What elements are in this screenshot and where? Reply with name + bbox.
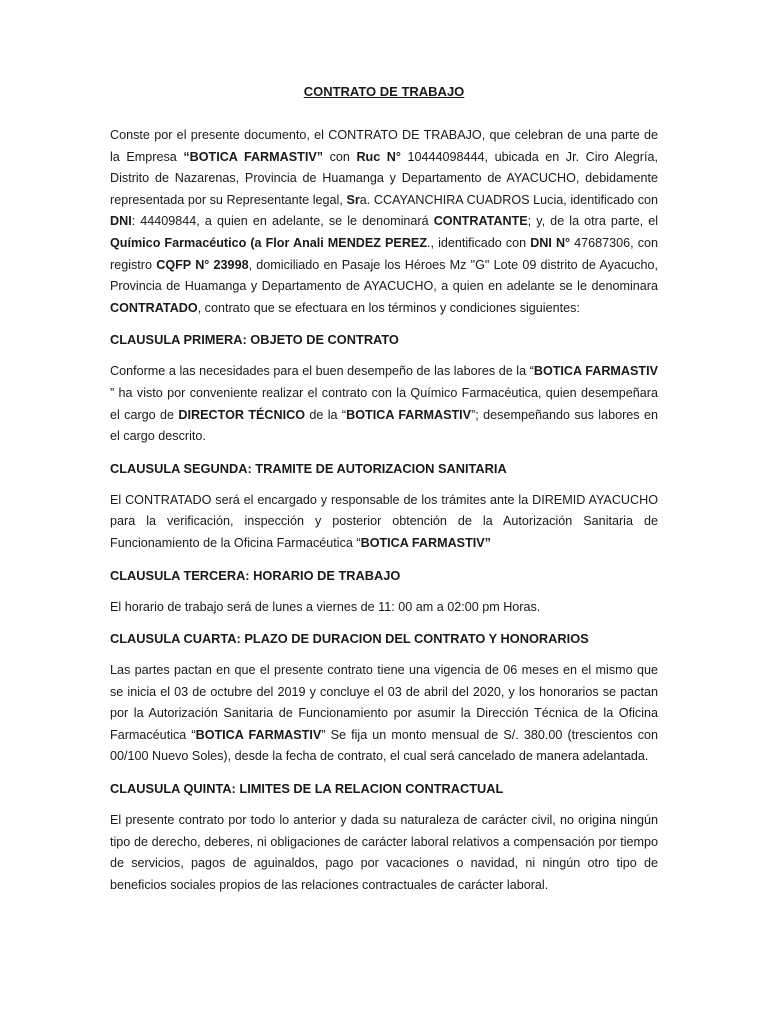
intro-text: 47687306, con registro [110,235,659,272]
document-title: CONTRATO DE TRABAJO [303,84,465,99]
clause-text: ” Se fija un monto mensual de S/. 380.00 (trescientos con 00/100 Nuevo Soles), desde la fecha de contrato, el cual será cancelado de manera adelantada. [110,727,658,764]
clause-2-heading: CLAUSULA SEGUNDA: TRAMITE DE AUTORIZACION SANITARIA [110,460,507,476]
clause-text: de la “ [305,407,347,422]
intro-text: : 44409844, a quien en adelante, se le denominará [131,214,434,229]
cqfp-label: CQFP N° 23998 [156,257,249,272]
clause-2-paragraph [110,490,658,555]
dni-number-label: DNI N° [530,235,571,250]
company-name: BOTICA FARMASTIV [533,364,658,379]
clause-4-heading: CLAUSULA CUARTA: PLAZO DE DURACION DEL CONTRATO Y HONORARIOS [110,631,589,647]
intro-text: Conste por el presente documento, el CONTRATO DE TRABAJO, que celebran de una parte de la Empresa [110,128,658,164]
sr-label: Sr [346,192,360,207]
contratante-label: CONTRATANTE [433,214,528,229]
contratado-label: CONTRATADO [110,300,198,315]
clause-text: Las partes pactan en que el presente contrato tiene una vigencia de 06 meses en el mismo que se inicia el 03 de octubre del 2019 y concluye el 03 de abril del 2020, y los honorarios se pactan por la Autorización Sanitaria de Funcionamiento por asumir la Dirección Técnica de la Oficina Farmacéutica “ [110,663,658,742]
clause-text: El CONTRATADO será el encargado y responsable de los trámites ante la DIREMID AYACUCHO para la verificación, inspección y posterior obtención de la Autorización Sanitaria de Funcionamiento de la Oficina Farmacéutica “ [110,492,658,550]
intro-text: con [323,149,357,164]
intro-text: a. CCAYANCHIRA CUADROS Lucia, identificado con [359,192,659,207]
clause-text: ”; desempeñando sus labores en el cargo descrito. [110,407,658,444]
clause-text: ” ha visto por conveniente realizar el contrato con la Químico Farmacéutica, quien desempeñara el cargo de [110,385,658,422]
intro-text: , domiciliado en Pasaje los Héroes Mz "G" Lote 09 distrito de Ayacucho, Provincia de Huamanga y Departamento de AYACUCHO, a quien en adelante se le denominara [110,257,658,294]
intro-text: ; y, de la otra parte, el [527,214,659,229]
clause-5-paragraph [110,810,658,896]
clause-text: El horario de trabajo será de lunes a viernes de 11: 00 am a 02:00 pm Horas. [110,599,541,614]
clause-3-paragraph [110,597,658,619]
clause-1-heading: CLAUSULA PRIMERA: OBJETO DE CONTRATO [110,332,399,348]
clause-3-heading: CLAUSULA TERCERA: HORARIO DE TRABAJO [110,567,401,583]
intro-text: ., identificado con [427,235,531,250]
company-name: BOTICA FARMASTIV” [360,535,491,550]
clause-text: Conforme a las necesidades para el buen desempeño de las labores de la “ [110,364,534,379]
company-name: BOTICA FARMASTIV [346,407,472,422]
company-name: “BOTICA FARMASTIV” [183,149,324,164]
clause-text: El presente contrato por todo lo anterior y dada su naturaleza de carácter civil, no origina ningún tipo de derecho, deberes, ni obligaciones de carácter laboral relativos a compensación por tiempo de servicios, pagos de aguinaldos, pago por vacaciones o navidad, ni ningún otro tipo de beneficios sociales propios de las relaciones contractuales de carácter laboral. [110,813,658,892]
company-name: BOTICA FARMASTIV [195,727,322,742]
intro-text: , contrato que se efectuara en los términos y condiciones siguientes: [197,300,580,315]
pharmacist-name: Químico Farmacéutico (a Flor Anali MENDEZ PEREZ [110,235,428,250]
clause-1-paragraph [110,361,658,447]
intro-text: 10444098444, ubicada en Jr. Ciro Alegría, Distrito de Nazarenas, Provincia de Huamanga y Departamento de AYACUCHO, debidamente representada por su Representante legal, [110,149,659,207]
intro-paragraph [110,125,658,319]
dni-label: DNI [110,214,132,229]
clause-4-paragraph [110,660,658,768]
clause-5-heading: CLAUSULA QUINTA: LIMITES DE LA RELACION CONTRACTUAL [110,781,504,797]
ruc-label: Ruc N° [356,149,401,164]
position-title: DIRECTOR TÉCNICO [178,407,306,422]
